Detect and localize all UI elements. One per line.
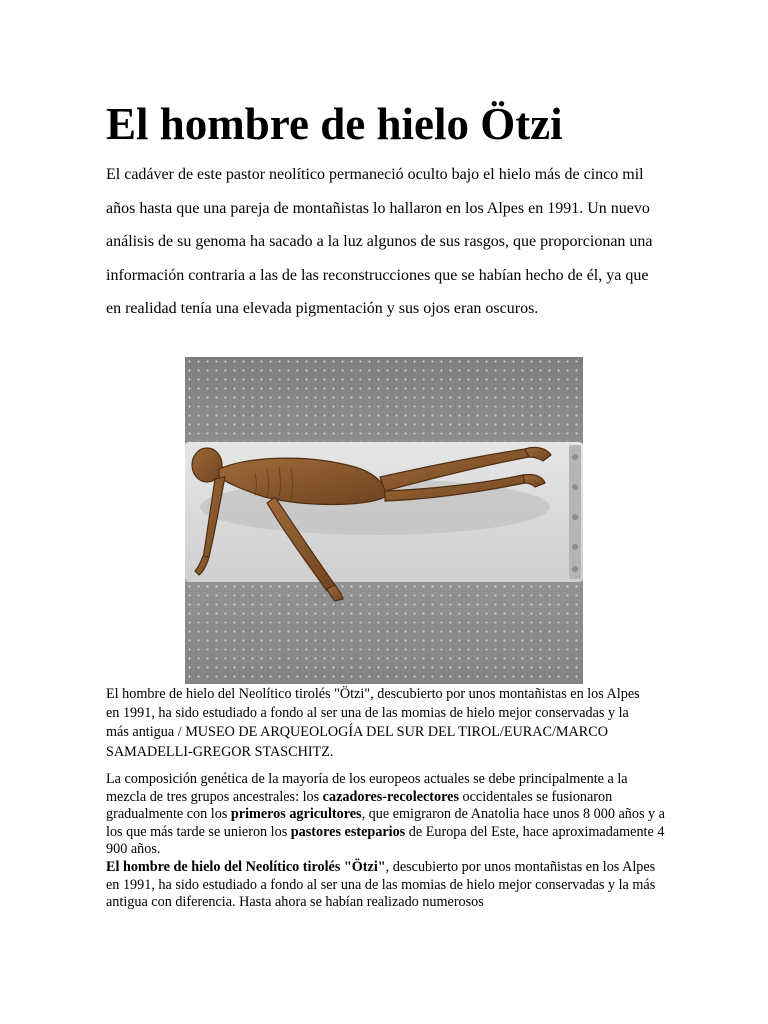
article-title: El hombre de hielo Ötzi — [106, 99, 563, 149]
p1-bold-steppe-herders: pastores esteparios — [290, 823, 406, 840]
photo-caption: El hombre de hielo del Neolítico tirolés "Ötzi", descubierto por unos montañistas en los Alpes en 1991, ha sido estudiado a fondo al ser una de las momias de hielo mejor conservadas y la más antigua / MUSEO DE ARQUEOLOGÍA DEL SUR DEL TIROL/EURAC/MARCO SAMADELLI-GREGOR STASCHITZ. — [106, 686, 640, 760]
body-paragraph — [106, 771, 666, 912]
p1-text-1: La composición genética de la mayoría de los europeos actuales se debe principalmente a la mezcla de tres grupos ancestrales: los — [106, 771, 628, 805]
p2-bold-iceman: El hombre de hielo del Neolítico tirolés "Ötzi" — [106, 858, 386, 875]
article-lede: El cadáver de este pastor neolítico permaneció oculto bajo el hielo más de cinco mil años hasta que una pareja de montañistas lo hallaron en los Alpes en 1991. Un nuevo análisis de su genoma ha sacado a la luz algunos de sus rasgos, que proporcionan una información contraria a las de las reconstrucciones que se habían hecho de él, ya que en realidad tenía una elevada pigmentación y sus ojos eran oscuros. — [106, 166, 653, 317]
p1-bold-first-farmers: primeros agricultores — [230, 806, 362, 823]
p1-text-4: de Europa del Este, hace aproximadamente 4 900 años. — [106, 823, 665, 858]
p1-text-2: occidentales se fusionaron gradualmente con los — [106, 788, 613, 823]
mummy-illustration — [185, 357, 583, 684]
p1-text-3: , que emigraron de Anatolia hace unos 8 000 años y a los que más tarde se unieron los — [106, 806, 665, 840]
p2-text-1: , descubierto por unos montañistas en los Alpes en 1991, ha sido estudiado a fondo al ser una de las momias de hielo mejor conservadas y la más antigua con diferencia. Hasta ahora se habían realizado numerosos — [106, 858, 656, 911]
mummy-photo — [185, 357, 583, 684]
p1-bold-hunter-gatherers: cazadores-recolectores — [322, 788, 459, 805]
